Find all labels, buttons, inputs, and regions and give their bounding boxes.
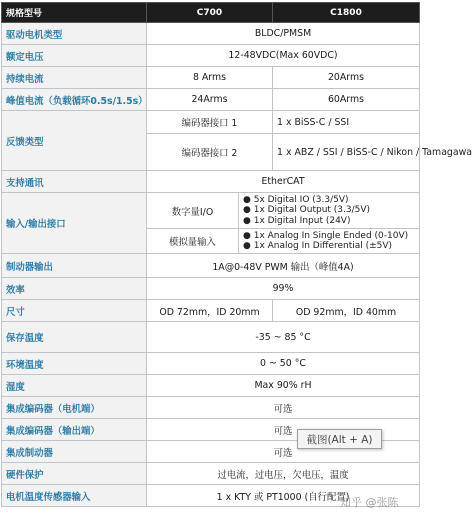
table-header [2,3,420,23]
temp-sensor-value: 1 x KTY 或 PT1000 (自行配置) [147,485,420,507]
row-label-humidity: 湿度 [2,375,147,397]
integrated-brake-value: 可选 [147,441,420,463]
list-item: ● 5x Digital IO (3.3/5V) [243,194,349,205]
header-c1800: C1800 [273,3,420,23]
size-c1800: OD 92mm，ID 40mm [273,300,420,322]
rated-voltage-value: 12-48VDC(Max 60VDC) [147,45,420,67]
table-row [2,353,420,375]
row-label-efficiency: 效率 [2,278,147,300]
table-row [2,322,420,353]
size-c700: OD 72mm，ID 20mm [147,300,273,322]
list-item: ● 1x Analog In Differential (±5V) [243,241,393,251]
analog-input-label: 模拟量输入 [147,229,239,254]
table-row [2,463,420,485]
row-label-continuous-current: 持续电流 [2,67,147,89]
row-label-integrated-brake: 集成制动器 [2,441,147,463]
row-label-rated-voltage: 额定电压 [2,45,147,67]
table-row [2,23,420,45]
row-label-peak-current: 峰值电流（负载循环0.5s/1.5s） [2,89,147,111]
encoder-1-label: 编码器接口 1 [147,111,273,134]
header-c700: C700 [147,3,273,23]
row-label-storage-temp: 保存温度 [2,322,147,353]
motor-type-value: BLDC/PMSM [147,23,420,45]
row-label-motor-type: 驱动电机类型 [2,23,147,45]
row-label-ambient-temp: 环境温度 [2,353,147,375]
encoder-1-value: 1 x BiSS-C / SSI [273,111,420,134]
row-label-feedback: 反馈类型 [2,111,147,171]
table-row [2,45,420,67]
row-label-size: 尺寸 [2,300,147,322]
row-label-enc-output: 集成编码器（输出端） [2,419,147,441]
table-row [2,193,420,229]
encoder-2-label: 编码器接口 2 [147,134,273,171]
row-label-enc-motor: 集成编码器（电机端） [2,397,147,419]
continuous-current-c1800: 20Arms [273,67,420,89]
screenshot-tooltip: 截图(Alt + A) [297,429,382,449]
hw-protection-value: 过电流，过电压，欠电压，温度 [147,463,420,485]
table-row [2,67,420,89]
watermark: 知乎 @张陈 [340,496,399,509]
table-row [2,171,420,193]
ambient-temp-value: 0 ~ 50 °C [147,353,420,375]
table-row [2,278,420,300]
row-label-io: 输入/输出接口 [2,193,147,254]
encoder-2-value: 1 x ABZ / SSI / BiSS-C / Nikon / Tamagawa [273,134,420,171]
list-item: ● 1x Digital Output (3.3/5V) [243,205,371,216]
enc-motor-value: 可选 [147,397,420,419]
brake-value: 1A@0-48V PWM 输出（峰值4A) [147,254,420,278]
list-item: ● 1x Analog In Single Ended (0-10V) [243,230,409,241]
row-label-temp-sensor: 电机温度传感器输入 [2,485,147,507]
table-row [2,254,420,278]
header-label: 规格型号 [2,3,147,23]
peak-current-c1800: 60Arms [273,89,420,111]
table-row [2,397,420,419]
storage-temp-value: -35 ~ 85 °C [147,322,420,353]
digital-io-label: 数字量I/O [147,193,239,229]
row-label-hw-protection: 硬件保护 [2,463,147,485]
table-row [2,89,420,111]
row-label-comm: 支持通讯 [2,171,147,193]
peak-current-c700: 24Arms [147,89,273,111]
digital-io-list [239,193,420,229]
table-row [2,300,420,322]
table-row [2,111,420,134]
comm-value: EtherCAT [147,171,420,193]
row-label-brake: 制动器输出 [2,254,147,278]
continuous-current-c700: 8 Arms [147,67,273,89]
humidity-value: Max 90% rH [147,375,420,397]
table-row [2,375,420,397]
list-item: ● 1x Digital Input (24V) [243,215,351,226]
enc-output-value: 可选 [147,419,420,441]
analog-input-list [239,229,420,254]
efficiency-value: 99% [147,278,420,300]
